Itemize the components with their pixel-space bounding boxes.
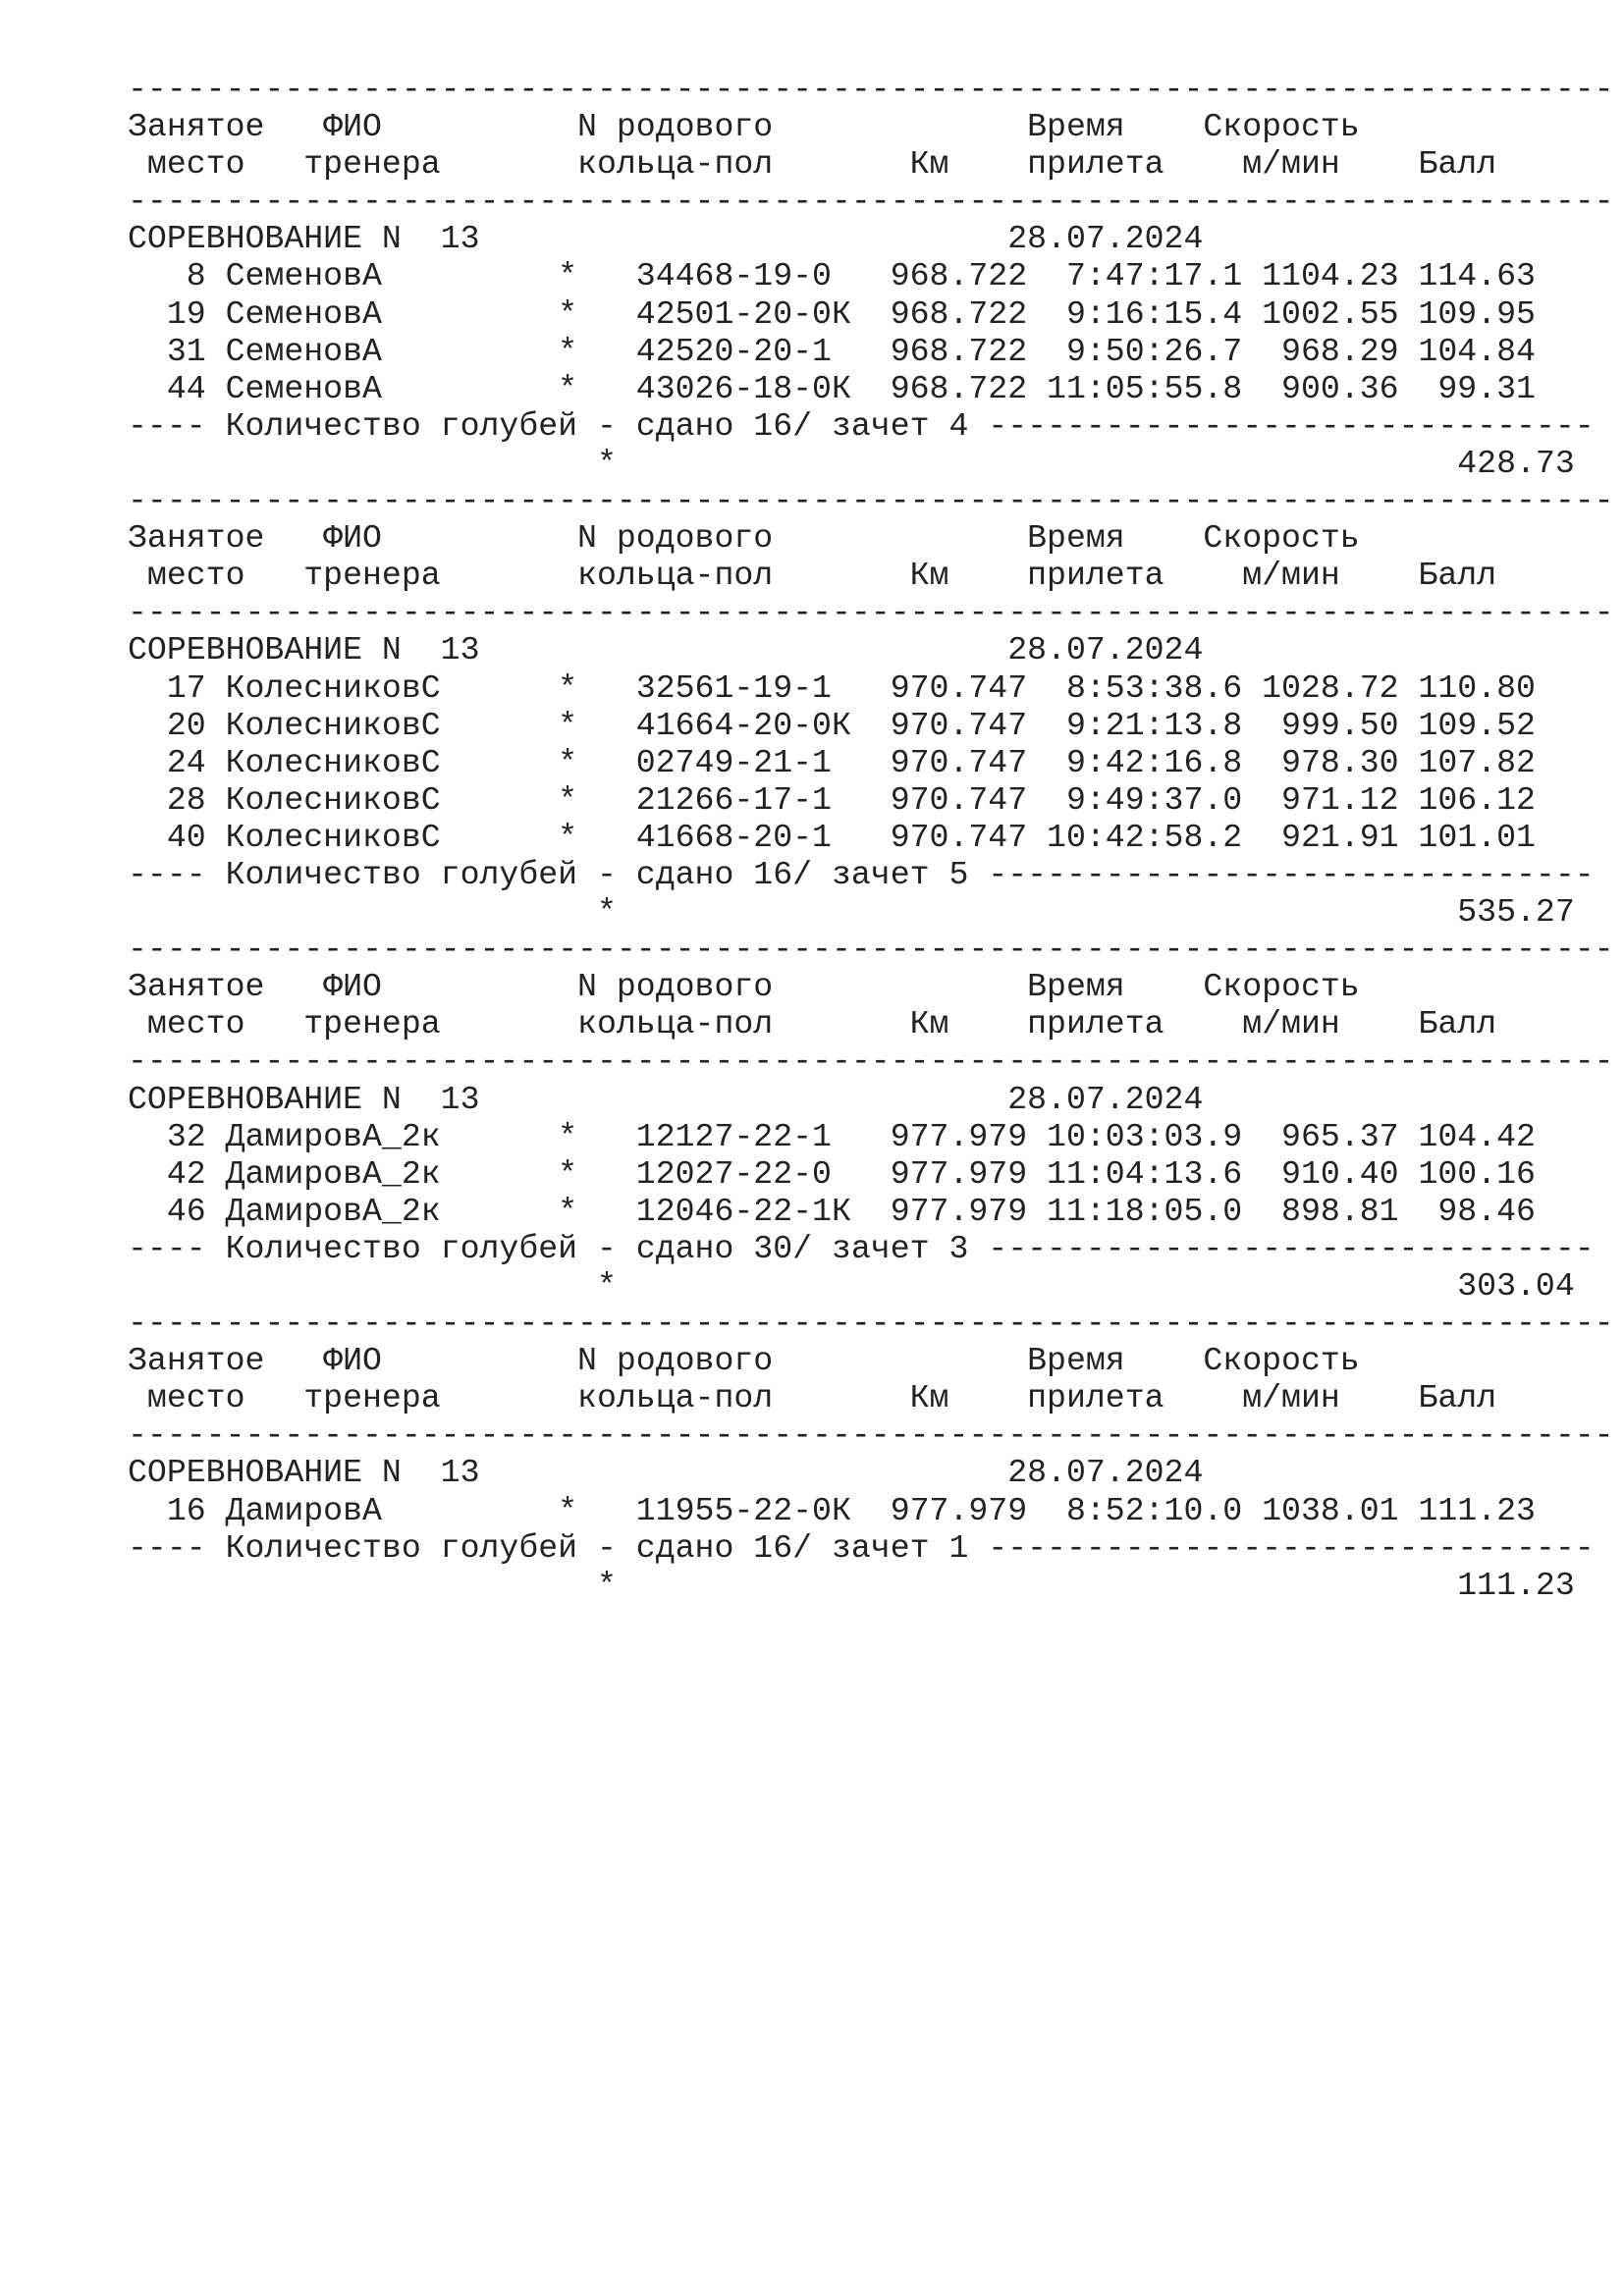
separator-line: ---------------------------------------------------------------------------- <box>128 482 1614 520</box>
pigeon-count-line: ---- Количество голубей - сдано 16/ зачет 1 ------------------------------- <box>128 1528 1595 1567</box>
result-row: 16 ДамировА * 11955-22-0К 977.979 8:52:10.0 1038.01 111.23 <box>128 1491 1536 1529</box>
pigeon-count-line: ---- Количество голубей - сдано 30/ зачет 3 ------------------------------- <box>128 1229 1595 1267</box>
result-row: 31 СеменовА * 42520-20-1 968.722 9:50:26.7 968.29 104.84 <box>128 332 1536 370</box>
result-row: 19 СеменовА * 42501-20-0К 968.722 9:16:15.4 1002.55 109.95 <box>128 294 1536 333</box>
result-row: 8 СеменовА * 34468-19-0 968.722 7:47:17.1 1104.23 114.63 <box>128 257 1536 295</box>
separator-line: ---------------------------------------------------------------------------- <box>128 1042 1614 1081</box>
result-row: 46 ДамировА_2к * 12046-22-1К 977.979 11:18:05.0 898.81 98.46 <box>128 1192 1536 1230</box>
total-score-line: * 111.23 <box>128 1566 1575 1604</box>
result-row: 17 КолесниковС * 32561-19-1 970.747 8:53:38.6 1028.72 110.80 <box>128 668 1536 707</box>
column-header-line-2: место тренера кольца-пол Км прилета м/мин Балл <box>128 145 1497 184</box>
result-row: 28 КолесниковС * 21266-17-1 970.747 9:49:37.0 971.12 106.12 <box>128 780 1536 819</box>
separator-line: ---------------------------------------------------------------------------- <box>128 71 1614 108</box>
result-row: 40 КолесниковС * 41668-20-1 970.747 10:42:58.2 921.91 101.01 <box>128 818 1536 856</box>
column-header-line-2: место тренера кольца-пол Км прилета м/мин Балл <box>128 557 1497 595</box>
results-report <box>128 71 1614 1604</box>
competition-line: СОРЕВНОВАНИЕ N 13 28.07.2024 <box>128 1454 1204 1492</box>
result-row: 32 ДамировА_2к * 12127-22-1 977.979 10:03:03.9 965.37 104.42 <box>128 1117 1536 1155</box>
result-row: 24 КолесниковС * 02749-21-1 970.747 9:42:16.8 978.30 107.82 <box>128 743 1536 781</box>
report-block-damirov-2k <box>128 931 1614 1305</box>
column-header-line-2: место тренера кольца-пол Км прилета м/мин Балл <box>128 1005 1497 1043</box>
report-block-semenov <box>128 71 1614 482</box>
column-header-line-1: Занятое ФИО N родового Время Скорость <box>128 1342 1360 1380</box>
separator-line: ---------------------------------------------------------------------------- <box>128 1416 1614 1455</box>
column-header-line-1: Занятое ФИО N родового Время Скорость <box>128 519 1360 558</box>
pigeon-count-line: ---- Количество голубей - сдано 16/ зачет 4 ------------------------------- <box>128 406 1595 445</box>
pigeon-count-line: ---- Количество голубей - сдано 16/ зачет 5 ------------------------------- <box>128 855 1595 893</box>
result-row: 42 ДамировА_2к * 12027-22-0 977.979 11:04:13.6 910.40 100.16 <box>128 1154 1536 1193</box>
result-row: 44 СеменовА * 43026-18-0К 968.722 11:05:55.8 900.36 99.31 <box>128 369 1536 407</box>
competition-line: СОРЕВНОВАНИЕ N 13 28.07.2024 <box>128 1080 1204 1118</box>
separator-line: ---------------------------------------------------------------------------- <box>128 594 1614 632</box>
report-block-damirov <box>128 1305 1614 1604</box>
column-header-line-1: Занятое ФИО N родового Время Скорость <box>128 968 1360 1006</box>
column-header-line-2: место тренера кольца-пол Км прилета м/мин Балл <box>128 1379 1497 1417</box>
report-block-kolesnikov <box>128 482 1614 932</box>
total-score-line: * 303.04 <box>128 1267 1575 1305</box>
total-score-line: * 535.27 <box>128 893 1575 932</box>
competition-line: СОРЕВНОВАНИЕ N 13 28.07.2024 <box>128 631 1204 669</box>
total-score-line: * 428.73 <box>128 444 1575 482</box>
separator-line: ---------------------------------------------------------------------------- <box>128 183 1614 221</box>
competition-line: СОРЕВНОВАНИЕ N 13 28.07.2024 <box>128 220 1204 258</box>
column-header-line-1: Занятое ФИО N родового Время Скорость <box>128 108 1360 146</box>
separator-line: ---------------------------------------------------------------------------- <box>128 1305 1614 1343</box>
result-row: 20 КолесниковС * 41664-20-0К 970.747 9:21:13.8 999.50 109.52 <box>128 706 1536 744</box>
separator-line: ---------------------------------------------------------------------------- <box>128 931 1614 969</box>
